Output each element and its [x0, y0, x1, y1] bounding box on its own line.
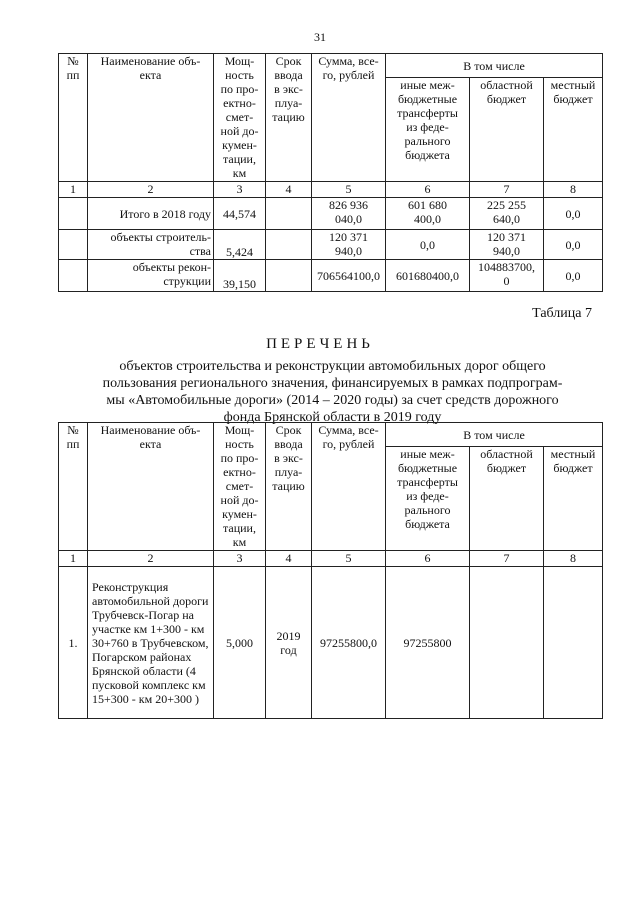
header-term: Срок ввода в экс- плуа- тацию: [266, 423, 312, 551]
column-number: 5: [312, 182, 386, 198]
header-including: В том числе: [386, 423, 603, 447]
row-regional: 225 255 640,0: [470, 198, 544, 230]
header-local: местный бюджет: [544, 78, 603, 182]
row-term: [266, 198, 312, 230]
page-number: 31: [314, 30, 326, 44]
row-sum: 97255800,0: [312, 567, 386, 719]
column-number: 3: [214, 551, 266, 567]
list-subtitle: объектов строительства и реконструкции автомобильных дорог общего пользования регионального значения, финансируемых в рамках подпрограм- мы «Автомобильные дороги» (2014 – 2020 годы) за счет средств дорожного фонда Брянской области в 2019 году: [102, 359, 563, 425]
row-num: [59, 230, 88, 260]
header-power: Мощ- ность по про- ектно- смет- ной до- кумен- тации, км: [214, 423, 266, 551]
row-sum: 120 371 940,0: [312, 230, 386, 260]
row-regional: [470, 567, 544, 719]
row-regional: 104883700, 0: [470, 260, 544, 292]
header-sum: Сумма, все- го, рублей: [312, 54, 386, 182]
column-number: 1: [59, 551, 88, 567]
row-num: [59, 260, 88, 292]
row-num: 1.: [59, 567, 88, 719]
header-regional: областной бюджет: [470, 447, 544, 551]
funding-table-2019: [58, 422, 603, 719]
row-sum: 826 936 040,0: [312, 198, 386, 230]
row-transfers: 601680400,0: [386, 260, 470, 292]
row-transfers: 97255800: [386, 567, 470, 719]
table-label: Таблица 7: [532, 306, 592, 321]
row-regional: 120 371 940,0: [470, 230, 544, 260]
row-power: 5,424: [214, 230, 266, 260]
column-number: 4: [266, 551, 312, 567]
row-name: Итого в 2018 году: [88, 198, 214, 230]
header-regional: областной бюджет: [470, 78, 544, 182]
table-row: [59, 230, 603, 260]
column-number: 4: [266, 182, 312, 198]
header-power: Мощ- ность по про- ектно- смет- ной до- кумен- тации, км: [214, 54, 266, 182]
row-num: [59, 198, 88, 230]
column-number: 8: [544, 182, 603, 198]
row-sum: 706564100,0: [312, 260, 386, 292]
header-transfers: иные меж- бюджетные трансферты из феде- рального бюджета: [386, 447, 470, 551]
header-including: В том числе: [386, 54, 603, 78]
list-heading: ПЕРЕЧЕНЬ: [266, 336, 374, 352]
column-number: 2: [88, 182, 214, 198]
header-sum: Сумма, все- го, рублей: [312, 423, 386, 551]
column-number: 2: [88, 551, 214, 567]
row-term: [266, 260, 312, 292]
table-row: [59, 567, 603, 719]
row-transfers: 0,0: [386, 230, 470, 260]
header-local: местный бюджет: [544, 447, 603, 551]
header-name: Наименование объ- екта: [88, 54, 214, 182]
funding-table-2018: [58, 53, 603, 292]
column-number: 6: [386, 551, 470, 567]
row-local: 0,0: [544, 230, 603, 260]
header-name: Наименование объ- екта: [88, 423, 214, 551]
row-name: объекты рекон- струкции: [88, 260, 214, 292]
column-number: 7: [470, 551, 544, 567]
row-name: объекты строитель- ства: [88, 230, 214, 260]
row-local: [544, 567, 603, 719]
column-number: 3: [214, 182, 266, 198]
row-term: [266, 230, 312, 260]
row-local: 0,0: [544, 260, 603, 292]
row-local: 0,0: [544, 198, 603, 230]
row-term: 2019 год: [266, 567, 312, 719]
row-name: Реконструкция автомобильной дороги Трубчевск-Погар на участке км 1+300 - км 30+760 в Трубчевском, Погарском районах Брянской области (4 пусковой комплекс км 15+300 - км 20+300 ): [88, 567, 214, 719]
row-power: 44,574: [214, 198, 266, 230]
row-power: 39,150: [214, 260, 266, 292]
row-transfers: 601 680 400,0: [386, 198, 470, 230]
column-number: 1: [59, 182, 88, 198]
column-number: 7: [470, 182, 544, 198]
table-row: [59, 198, 603, 230]
column-numbers-row: [59, 182, 603, 198]
column-number: 6: [386, 182, 470, 198]
column-number: 8: [544, 551, 603, 567]
table-row: [59, 260, 603, 292]
column-number: 5: [312, 551, 386, 567]
column-numbers-row: [59, 551, 603, 567]
header-transfers: иные меж- бюджетные трансферты из феде- рального бюджета: [386, 78, 470, 182]
header-num: № пп: [59, 54, 88, 182]
row-power: 5,000: [214, 567, 266, 719]
header-term: Срок ввода в экс- плуа- тацию: [266, 54, 312, 182]
header-num: № пп: [59, 423, 88, 551]
